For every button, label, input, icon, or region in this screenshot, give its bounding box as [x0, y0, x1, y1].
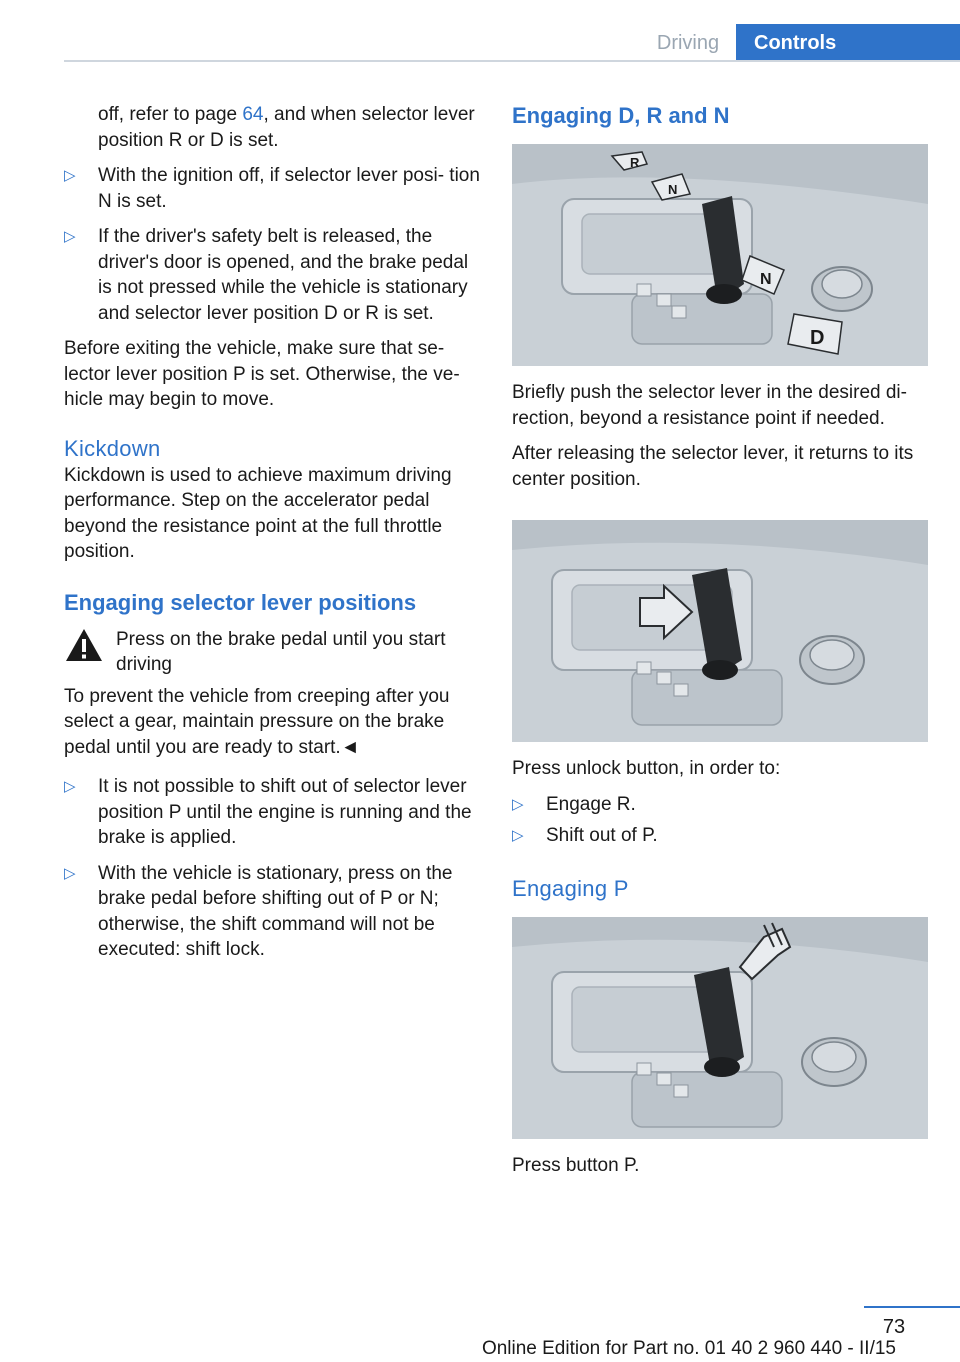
unlock-intro: Press unlock button, in order to:: [512, 758, 781, 779]
kickdown-paragraph: Kickdown is used to achieve maximum driving performance. Step on the accelerator pedal beyond the resistance point at the full throttle position.: [64, 464, 452, 562]
list-item: [512, 792, 930, 818]
continued-bullet-text: [64, 102, 480, 153]
footer-divider: [864, 1306, 960, 1308]
bullet-triangle-icon: ▷: [64, 778, 76, 795]
selector-lever-drn-illustration: [512, 144, 928, 366]
page-link-64[interactable]: 64: [242, 104, 264, 125]
engaging-positions-heading: Engaging selector lever positions: [64, 589, 417, 615]
page-number: 73: [882, 1316, 906, 1338]
list-item-text: If the driver's safety belt is released, the driver's door is opened, and the brake pedal is not pressed while the vehicle is stationary and selector lever position D or R is set.: [98, 226, 469, 324]
list-item: [64, 774, 480, 851]
figure-label-r: R: [630, 155, 640, 170]
bullet-triangle-icon: ▷: [64, 228, 76, 245]
list-item: [64, 861, 480, 963]
list-item-text: With the ignition off, if selector lever posi‐ tion N is set.: [98, 165, 480, 212]
engaging-p-heading: Engaging P: [512, 875, 629, 901]
figure-label-n: N: [668, 182, 678, 197]
unlock-button-illustration: [512, 520, 928, 742]
exit-vehicle-paragraph: Before exiting the vehicle, make sure that se‐ lector lever position P is set. Otherwise, the ve‐ hicle may begin to move.: [64, 338, 460, 410]
warning-icon: [64, 627, 116, 678]
bullet-triangle-icon: ▷: [512, 795, 524, 813]
continued-text-start: off, refer to page: [98, 104, 243, 125]
list-item-text: With the vehicle is stationary, press on the brake pedal before shifting out of P or N; otherwise, the shift command will not be executed: shift lock.: [98, 862, 453, 960]
figure-label-n-lower: N: [760, 271, 772, 288]
button-p-paragraph: Press button P.: [512, 1154, 640, 1176]
header-section-driving: Driving: [656, 31, 720, 54]
list-item-text: Engage R.: [546, 793, 636, 815]
warning-text: Press on the brake pedal until you start driving: [116, 628, 446, 675]
list-item: [64, 224, 480, 326]
button-p-illustration: [512, 917, 928, 1139]
bullet-triangle-icon: ▷: [64, 167, 76, 184]
kickdown-heading: Kickdown: [64, 435, 161, 461]
warning-paragraph: To prevent the vehicle from creeping after you select a gear, maintain pressure on the brake pedal until you are ready to start.◄: [64, 685, 450, 758]
bullet-triangle-icon: ▷: [512, 827, 524, 844]
list-item-text: It is not possible to shift out of selector lever position P until the engine is running and the brake is applied.: [98, 776, 472, 848]
drn-paragraph-1: Briefly push the selector lever in the desired di‐ rection, beyond a resistance point if needed.: [512, 382, 907, 429]
drn-paragraph-2: After releasing the selector lever, it returns to its center position.: [512, 443, 914, 490]
figure-label-d: D: [810, 327, 825, 349]
list-item: [512, 823, 930, 849]
list-item: [64, 163, 480, 214]
header-divider: [64, 60, 960, 62]
list-item-text: Shift out of P.: [546, 825, 658, 846]
right-column: [512, 102, 930, 1188]
warning-box: [64, 627, 480, 678]
engaging-drn-heading: Engaging D, R and N: [512, 103, 730, 128]
continued-text-end: , and when selector lever position R or D is set.: [98, 104, 475, 151]
bullet-triangle-icon: ▷: [64, 864, 76, 882]
left-column: [64, 102, 480, 973]
edition-footer: Online Edition for Part no. 01 40 2 960 440 - II/15: [481, 1338, 896, 1359]
header-tab-controls: Controls: [736, 24, 960, 62]
